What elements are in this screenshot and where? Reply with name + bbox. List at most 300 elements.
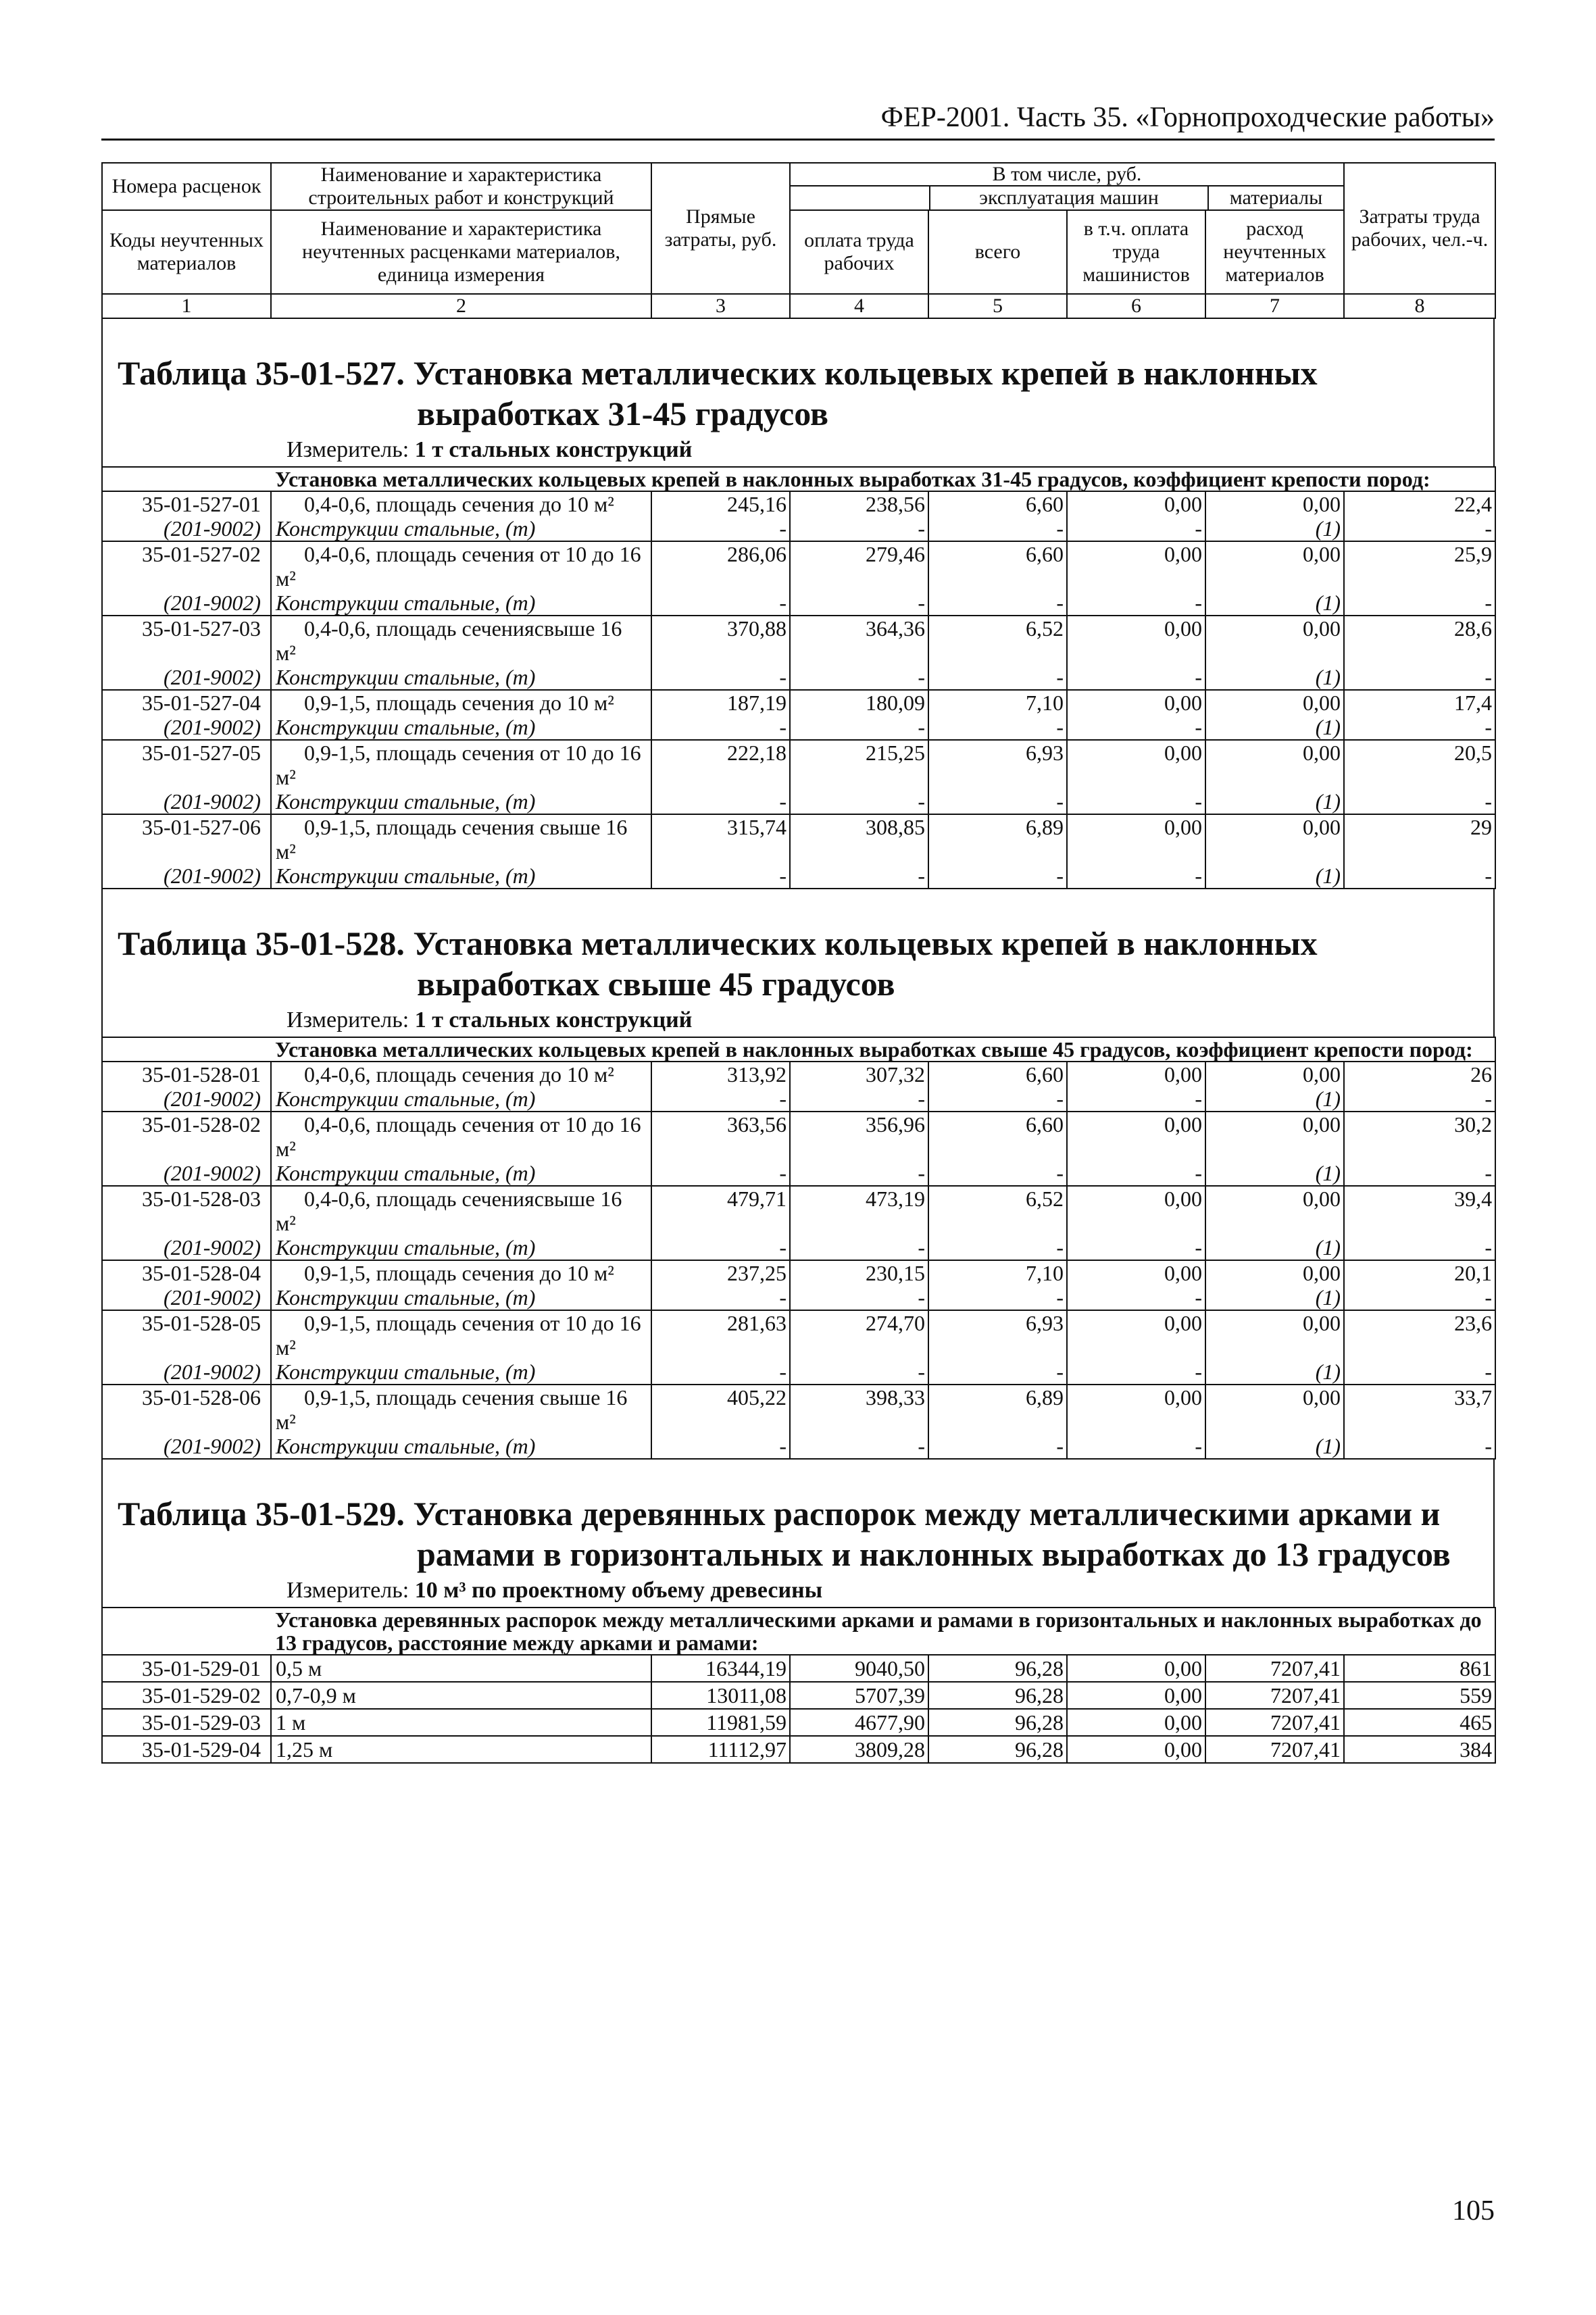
- material-dash: -: [1067, 864, 1205, 889]
- rate-c6: 0,00: [1067, 1385, 1205, 1434]
- rate-c3: 245,16: [651, 491, 790, 516]
- material-dash: -: [928, 1235, 1067, 1260]
- rate-c5: 6,60: [928, 541, 1067, 591]
- rate-name: [271, 491, 651, 516]
- material-dash: -: [1067, 1161, 1205, 1186]
- rate-name: 1,25 м: [271, 1736, 651, 1763]
- rate-code: 35-01-528-02: [102, 1112, 271, 1161]
- material-row: [102, 864, 1495, 889]
- header-rule: [101, 139, 1495, 141]
- rate-name-text: 0,4-0,6, площадь сечения от 10 до 16 м²: [276, 542, 641, 591]
- rate-c3: 313,92: [651, 1062, 790, 1087]
- rate-c8: 20,1: [1344, 1260, 1495, 1285]
- table-title-1: Установка металлических кольцевых крепей в наклонных: [413, 354, 1318, 392]
- header-c5: всего: [928, 210, 1067, 294]
- material-row: [102, 591, 1495, 616]
- rate-c4: 279,46: [790, 541, 928, 591]
- rate-c7: 0,00: [1205, 1310, 1344, 1360]
- rate-code: 35-01-527-04: [102, 690, 271, 715]
- rate-name-text: 0,4-0,6, площадь сечения до 10 м²: [304, 1062, 614, 1087]
- rate-c7: 0,00: [1205, 740, 1344, 789]
- table-row: [102, 1310, 1495, 1360]
- material-code: (201-9002): [102, 1161, 271, 1186]
- material-code: (201-9002): [102, 1360, 271, 1385]
- material-qty: (1): [1205, 1360, 1344, 1385]
- rate-name: [271, 616, 651, 665]
- rate-name-text: 0,9-1,5, площадь сечения свыше 16 м²: [276, 1385, 628, 1434]
- rate-c4: 398,33: [790, 1385, 928, 1434]
- material-qty: (1): [1205, 1285, 1344, 1310]
- rate-code: 35-01-529-01: [102, 1655, 271, 1682]
- material-row: [102, 789, 1495, 814]
- rate-c6: 0,00: [1067, 1682, 1205, 1709]
- material-row: [102, 1235, 1495, 1260]
- table-row: [102, 1709, 1495, 1736]
- rate-c3: 16344,19: [651, 1655, 790, 1682]
- material-code: (201-9002): [102, 864, 271, 889]
- rate-name: [271, 1112, 651, 1161]
- rate-table: [101, 466, 1496, 889]
- rate-c7: 7207,41: [1205, 1736, 1344, 1763]
- rate-c6: 0,00: [1067, 1310, 1205, 1360]
- material-qty: (1): [1205, 1087, 1344, 1112]
- material-dash: -: [928, 1360, 1067, 1385]
- material-dash: -: [928, 1285, 1067, 1310]
- rate-name: [271, 1062, 651, 1087]
- material-row: [102, 1360, 1495, 1385]
- header-materials: материалы: [1229, 186, 1323, 209]
- material-dash: -: [790, 591, 928, 616]
- rate-c6: 0,00: [1067, 740, 1205, 789]
- rate-c8: 25,9: [1344, 541, 1495, 591]
- rate-c7: 0,00: [1205, 541, 1344, 591]
- rate-c4: 473,19: [790, 1186, 928, 1235]
- rate-code: 35-01-527-03: [102, 616, 271, 665]
- material-dash: -: [651, 665, 790, 690]
- rate-c6: 0,00: [1067, 1260, 1205, 1285]
- material-dash: -: [651, 516, 790, 541]
- header-incl-group: [790, 163, 1344, 210]
- material-dash: -: [651, 1360, 790, 1385]
- table-529-measure-value: 10 м³ по проектному объему древесины: [414, 1578, 823, 1603]
- rate-c5: 96,28: [928, 1655, 1067, 1682]
- table-title-1: Установка металлических кольцевых крепей в наклонных: [413, 924, 1318, 962]
- material-code: (201-9002): [102, 1235, 271, 1260]
- rate-c3: 13011,08: [651, 1682, 790, 1709]
- material-dash: -: [651, 715, 790, 740]
- rate-c8: 29: [1344, 814, 1495, 864]
- rate-c4: 4677,90: [790, 1709, 928, 1736]
- header-c3: Прямые затраты, руб.: [651, 163, 790, 294]
- col-num-8: 8: [1344, 294, 1495, 318]
- column-header-table: [101, 162, 1496, 319]
- rate-c7: 7207,41: [1205, 1682, 1344, 1709]
- table-529-title-2: рамами в горизонтальных и наклонных выработках до 13 градусов: [417, 1535, 1451, 1573]
- material-qty: (1): [1205, 715, 1344, 740]
- rate-c8: 28,6: [1344, 616, 1495, 665]
- rate-name: [271, 740, 651, 789]
- rate-c8: 23,6: [1344, 1310, 1495, 1360]
- table-section-heading: Установка металлических кольцевых крепей в наклонных выработках 31-45 градусов, коэффициент крепости пород:: [271, 467, 1495, 491]
- material-dash: -: [790, 516, 928, 541]
- material-code: (201-9002): [102, 1285, 271, 1310]
- rate-c3: 315,74: [651, 814, 790, 864]
- rate-c7: 0,00: [1205, 814, 1344, 864]
- table-529: [101, 1607, 1496, 1764]
- rate-c5: 6,89: [928, 1385, 1067, 1434]
- table-measure: [103, 1004, 1493, 1037]
- table-529-measure-label: Измеритель:: [286, 1578, 409, 1603]
- material-dash: -: [928, 1434, 1067, 1459]
- rate-c6: 0,00: [1067, 491, 1205, 516]
- rate-c4: 230,15: [790, 1260, 928, 1285]
- material-dash: -: [1344, 715, 1495, 740]
- col-num-7: 7: [1205, 294, 1344, 318]
- rate-c5: 96,28: [928, 1682, 1067, 1709]
- header-c1a: Номера расценок: [102, 163, 271, 210]
- material-dash: -: [1344, 516, 1495, 541]
- table-529-measure: [103, 1574, 1493, 1607]
- rate-code: 35-01-529-03: [102, 1709, 271, 1736]
- rate-code: 35-01-527-02: [102, 541, 271, 591]
- material-dash: -: [928, 516, 1067, 541]
- material-qty: (1): [1205, 665, 1344, 690]
- rate-name: [271, 1310, 651, 1360]
- table-title: [103, 319, 1493, 434]
- material-name: Конструкции стальные, (т): [271, 516, 651, 541]
- material-dash: -: [651, 1161, 790, 1186]
- rate-c5: 7,10: [928, 690, 1067, 715]
- rate-c3: 286,06: [651, 541, 790, 591]
- material-dash: -: [790, 1434, 928, 1459]
- table-529-title-num: Таблица 35-01-529.: [118, 1495, 405, 1533]
- rate-c3: 11112,97: [651, 1736, 790, 1763]
- header-incl: В том числе, руб.: [791, 164, 1343, 186]
- rate-c8: 384: [1344, 1736, 1495, 1763]
- material-name: Конструкции стальные, (т): [271, 1161, 651, 1186]
- material-dash: -: [1067, 1087, 1205, 1112]
- rate-c4: 9040,50: [790, 1655, 928, 1682]
- rate-c8: 39,4: [1344, 1186, 1495, 1235]
- rate-name-text: 0,9-1,5, площадь сечения от 10 до 16 м²: [276, 1311, 641, 1360]
- material-dash: -: [790, 1285, 928, 1310]
- material-row: [102, 715, 1495, 740]
- rate-code: 35-01-528-06: [102, 1385, 271, 1434]
- material-dash: -: [790, 864, 928, 889]
- rate-c5: 6,52: [928, 1186, 1067, 1235]
- material-name: Конструкции стальные, (т): [271, 1434, 651, 1459]
- rate-c3: 11981,59: [651, 1709, 790, 1736]
- rate-c7: 7207,41: [1205, 1709, 1344, 1736]
- material-row: [102, 1285, 1495, 1310]
- rate-name: [271, 1186, 651, 1235]
- rate-name-text: 0,4-0,6, площадь сечения до 10 м²: [304, 492, 614, 516]
- table-row: [102, 1655, 1495, 1682]
- table-title-num: Таблица 35-01-528.: [118, 924, 405, 962]
- rate-name-text: 0,4-0,6, площадь сечениясвыше 16 м²: [276, 616, 622, 665]
- material-dash: -: [790, 789, 928, 814]
- rate-c4: 308,85: [790, 814, 928, 864]
- header-c1b: Коды неучтенных материалов: [102, 210, 271, 294]
- material-name: Конструкции стальные, (т): [271, 665, 651, 690]
- material-dash: -: [1344, 864, 1495, 889]
- header-machines: эксплуатация машин: [930, 186, 1209, 209]
- rate-c4: 3809,28: [790, 1736, 928, 1763]
- header-c8: Затраты труда рабочих, чел.-ч.: [1344, 163, 1495, 294]
- table-row: [102, 541, 1495, 591]
- table-row: [102, 616, 1495, 665]
- rate-tables: [101, 319, 1495, 1460]
- material-dash: -: [1067, 516, 1205, 541]
- material-dash: -: [1067, 789, 1205, 814]
- rate-code: 35-01-527-05: [102, 740, 271, 789]
- material-dash: -: [651, 1285, 790, 1310]
- rate-c5: 7,10: [928, 1260, 1067, 1285]
- material-qty: (1): [1205, 516, 1344, 541]
- rate-c5: 6,52: [928, 616, 1067, 665]
- rate-c4: 215,25: [790, 740, 928, 789]
- rate-name: 0,7-0,9 м: [271, 1682, 651, 1709]
- rate-c3: 187,19: [651, 690, 790, 715]
- material-qty: (1): [1205, 1235, 1344, 1260]
- rate-c8: 22,4: [1344, 491, 1495, 516]
- material-dash: -: [1067, 591, 1205, 616]
- material-row: [102, 1087, 1495, 1112]
- material-qty: (1): [1205, 789, 1344, 814]
- document-sheet: [101, 162, 1495, 1764]
- page-header-title: ФЕР-2001. Часть 35. «Горнопроходческие работы»: [880, 102, 1495, 133]
- material-name: Конструкции стальные, (т): [271, 1087, 651, 1112]
- rate-c3: 370,88: [651, 616, 790, 665]
- table-title: [103, 889, 1493, 1004]
- table-title-2: выработках 31-45 градусов: [417, 395, 829, 432]
- rate-c5: 6,60: [928, 491, 1067, 516]
- material-dash: -: [1344, 1087, 1495, 1112]
- material-dash: -: [651, 591, 790, 616]
- rate-c4: 274,70: [790, 1310, 928, 1360]
- material-dash: -: [790, 715, 928, 740]
- material-name: Конструкции стальные, (т): [271, 1285, 651, 1310]
- table-529-block: [101, 1460, 1495, 1607]
- rate-c4: 180,09: [790, 690, 928, 715]
- table-row: [102, 814, 1495, 864]
- material-qty: (1): [1205, 591, 1344, 616]
- material-dash: -: [1344, 591, 1495, 616]
- rate-c6: 0,00: [1067, 690, 1205, 715]
- col-num-4: 4: [790, 294, 928, 318]
- rate-table: [101, 1037, 1496, 1460]
- rate-c6: 0,00: [1067, 1709, 1205, 1736]
- measure-value: 1 т стальных конструкций: [414, 437, 693, 462]
- rate-c5: 6,93: [928, 1310, 1067, 1360]
- material-code: (201-9002): [102, 665, 271, 690]
- rate-table-block: [101, 889, 1495, 1037]
- rate-code: 35-01-527-06: [102, 814, 271, 864]
- measure-label: Измеритель:: [286, 1007, 409, 1032]
- table-section-heading: Установка металлических кольцевых крепей в наклонных выработках свыше 45 градусов, коэффициент крепости пород:: [271, 1037, 1495, 1062]
- rate-c6: 0,00: [1067, 1112, 1205, 1161]
- material-row: [102, 665, 1495, 690]
- material-dash: -: [928, 789, 1067, 814]
- rate-table-block: [101, 319, 1495, 466]
- rate-c7: 0,00: [1205, 1260, 1344, 1285]
- material-dash: -: [928, 1087, 1067, 1112]
- material-dash: -: [790, 1360, 928, 1385]
- rate-name: [271, 541, 651, 591]
- rate-c4: 364,36: [790, 616, 928, 665]
- rate-c6: 0,00: [1067, 1062, 1205, 1087]
- material-dash: -: [790, 1235, 928, 1260]
- material-code: (201-9002): [102, 1087, 271, 1112]
- table-row: [102, 1385, 1495, 1434]
- rate-c8: 17,4: [1344, 690, 1495, 715]
- rate-c3: 405,22: [651, 1385, 790, 1434]
- material-dash: -: [1344, 1285, 1495, 1310]
- material-dash: -: [1067, 1360, 1205, 1385]
- rate-c3: 479,71: [651, 1186, 790, 1235]
- table-529-section: Установка деревянных распорок между металлическими арками и рамами в горизонтальных и наклонных выработках до 13 градусов, расстояние между арками и рамами:: [271, 1608, 1495, 1655]
- material-dash: -: [651, 1235, 790, 1260]
- material-dash: -: [1344, 1434, 1495, 1459]
- rate-code: 35-01-529-04: [102, 1736, 271, 1763]
- rate-c3: 281,63: [651, 1310, 790, 1360]
- rate-c7: 0,00: [1205, 491, 1344, 516]
- material-code: (201-9002): [102, 715, 271, 740]
- rate-c8: 559: [1344, 1682, 1495, 1709]
- rate-c6: 0,00: [1067, 616, 1205, 665]
- table-title-2: выработках свыше 45 градусов: [417, 965, 895, 1003]
- rate-c7: 7207,41: [1205, 1655, 1344, 1682]
- material-row: [102, 1434, 1495, 1459]
- rate-c8: 465: [1344, 1709, 1495, 1736]
- rate-c3: 222,18: [651, 740, 790, 789]
- material-dash: -: [1344, 1360, 1495, 1385]
- material-qty: (1): [1205, 1161, 1344, 1186]
- material-dash: -: [1067, 1285, 1205, 1310]
- rate-c7: 0,00: [1205, 690, 1344, 715]
- rate-c8: 26: [1344, 1062, 1495, 1087]
- rate-c4: 5707,39: [790, 1682, 928, 1709]
- material-dash: -: [651, 1434, 790, 1459]
- rate-code: 35-01-528-01: [102, 1062, 271, 1087]
- material-dash: -: [1344, 1161, 1495, 1186]
- rate-code: 35-01-528-03: [102, 1186, 271, 1235]
- material-dash: -: [790, 1087, 928, 1112]
- material-dash: -: [928, 715, 1067, 740]
- rate-c6: 0,00: [1067, 1736, 1205, 1763]
- material-dash: -: [1344, 789, 1495, 814]
- rate-c5: 6,60: [928, 1112, 1067, 1161]
- material-dash: -: [790, 1161, 928, 1186]
- rate-c3: 363,56: [651, 1112, 790, 1161]
- material-dash: -: [1067, 715, 1205, 740]
- material-dash: -: [790, 665, 928, 690]
- material-name: Конструкции стальные, (т): [271, 864, 651, 889]
- rate-c8: 20,5: [1344, 740, 1495, 789]
- table-row: [102, 1062, 1495, 1087]
- measure-label: Измеритель:: [286, 437, 409, 462]
- rate-c6: 0,00: [1067, 1655, 1205, 1682]
- col-num-5: 5: [928, 294, 1067, 318]
- rate-code: 35-01-527-01: [102, 491, 271, 516]
- material-code: (201-9002): [102, 789, 271, 814]
- material-dash: -: [928, 1161, 1067, 1186]
- rate-c4: 356,96: [790, 1112, 928, 1161]
- rate-name: [271, 814, 651, 864]
- rate-code: 35-01-528-04: [102, 1260, 271, 1285]
- rate-name-text: 0,9-1,5, площадь сечения свыше 16 м²: [276, 815, 628, 864]
- rate-c6: 0,00: [1067, 1186, 1205, 1235]
- col-num-6: 6: [1067, 294, 1205, 318]
- table-title-num: Таблица 35-01-527.: [118, 354, 405, 392]
- material-name: Конструкции стальные, (т): [271, 1235, 651, 1260]
- table-529-title-1: Установка деревянных распорок между металлическими арками и: [413, 1495, 1441, 1533]
- material-dash: -: [928, 665, 1067, 690]
- rate-name-text: 0,4-0,6, площадь сечениясвыше 16 м²: [276, 1187, 622, 1235]
- rate-name-text: 0,4-0,6, площадь сечения от 10 до 16 м²: [276, 1112, 641, 1161]
- material-dash: -: [1067, 1434, 1205, 1459]
- rate-c3: 237,25: [651, 1260, 790, 1285]
- header-c6: в т.ч. оплата труда машинистов: [1067, 210, 1205, 294]
- rate-c8: 861: [1344, 1655, 1495, 1682]
- page-number: 105: [1452, 2195, 1495, 2226]
- header-c4: оплата труда рабочих: [790, 210, 928, 294]
- table-row: [102, 491, 1495, 516]
- rate-name-text: 0,9-1,5, площадь сечения от 10 до 16 м²: [276, 741, 641, 789]
- rate-c7: 0,00: [1205, 1112, 1344, 1161]
- table-row: [102, 1682, 1495, 1709]
- material-dash: -: [651, 789, 790, 814]
- material-dash: -: [1344, 665, 1495, 690]
- rate-c7: 0,00: [1205, 1385, 1344, 1434]
- rate-name: 1 м: [271, 1709, 651, 1736]
- table-529-title: [103, 1460, 1493, 1574]
- rate-c8: 33,7: [1344, 1385, 1495, 1434]
- material-code: (201-9002): [102, 516, 271, 541]
- material-dash: -: [928, 864, 1067, 889]
- rate-name: 0,5 м: [271, 1655, 651, 1682]
- table-row: [102, 1112, 1495, 1161]
- material-dash: -: [651, 864, 790, 889]
- rate-name-text: 0,9-1,5, площадь сечения до 10 м²: [304, 1261, 614, 1285]
- table-measure: [103, 434, 1493, 466]
- header-c7: расход неучтенных материалов: [1205, 210, 1344, 294]
- rate-c4: 238,56: [790, 491, 928, 516]
- table-row: [102, 1260, 1495, 1285]
- material-dash: -: [651, 1087, 790, 1112]
- material-dash: -: [1344, 1235, 1495, 1260]
- rate-c5: 96,28: [928, 1736, 1067, 1763]
- material-dash: -: [1067, 1235, 1205, 1260]
- material-dash: -: [1067, 665, 1205, 690]
- material-code: (201-9002): [102, 591, 271, 616]
- material-row: [102, 516, 1495, 541]
- rate-name: [271, 1385, 651, 1434]
- material-code: (201-9002): [102, 1434, 271, 1459]
- measure-value: 1 т стальных конструкций: [414, 1007, 693, 1032]
- material-dash: -: [928, 591, 1067, 616]
- rate-c6: 0,00: [1067, 814, 1205, 864]
- table-row: [102, 690, 1495, 715]
- table-row: [102, 1186, 1495, 1235]
- material-name: Конструкции стальные, (т): [271, 591, 651, 616]
- material-qty: (1): [1205, 1434, 1344, 1459]
- rate-c5: 6,93: [928, 740, 1067, 789]
- table-row: [102, 1736, 1495, 1763]
- material-name: Конструкции стальные, (т): [271, 715, 651, 740]
- col-num-2: 2: [271, 294, 651, 318]
- rate-c5: 96,28: [928, 1709, 1067, 1736]
